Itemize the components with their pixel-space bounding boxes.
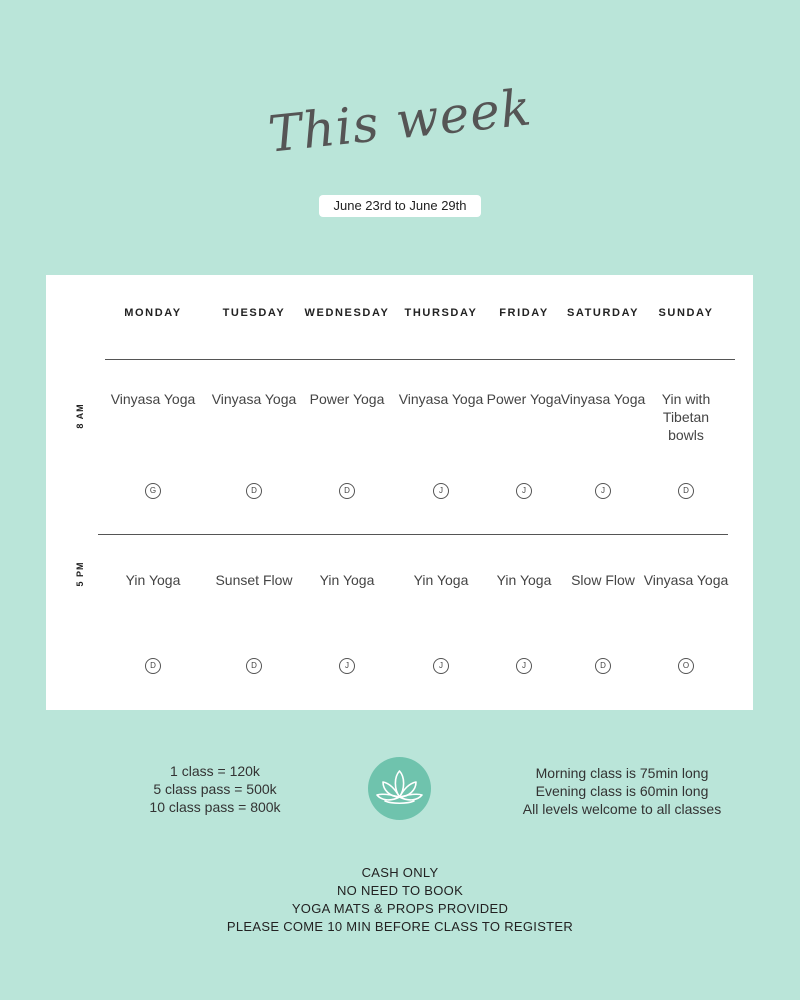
class-tuesday-morning: Vinyasa Yoga — [211, 391, 297, 407]
teacher-badge: G — [145, 483, 161, 499]
class-wednesday-morning: Power Yoga — [309, 391, 385, 407]
price-five-pass: 5 class pass = 500k — [153, 781, 277, 797]
day-header-tuesday: TUESDAY — [222, 307, 286, 319]
teacher-badge: O — [678, 658, 694, 674]
class-saturday-evening: Slow Flow — [571, 572, 635, 588]
lotus-icon — [368, 757, 431, 820]
schedule-card — [46, 275, 753, 710]
day-header-wednesday: WEDNESDAY — [304, 307, 390, 319]
day-header-saturday: SATURDAY — [566, 307, 640, 319]
teacher-badge: D — [246, 658, 262, 674]
day-header-sunday: SUNDAY — [658, 307, 714, 319]
class-sunday-evening: Vinyasa Yoga — [643, 572, 729, 588]
class-thursday-evening: Yin Yoga — [413, 572, 469, 588]
teacher-badge: D — [678, 483, 694, 499]
time-label-morning: 8 AM — [75, 403, 85, 429]
teacher-badge: J — [339, 658, 355, 674]
note-mats-provided: YOGA MATS & PROPS PROVIDED — [291, 901, 509, 916]
teacher-badge: J — [595, 483, 611, 499]
day-header-monday: MONDAY — [124, 307, 182, 319]
class-wednesday-evening: Yin Yoga — [319, 572, 375, 588]
teacher-badge: J — [433, 483, 449, 499]
teacher-badge: D — [246, 483, 262, 499]
page-title: This week — [265, 78, 535, 164]
teacher-badge: D — [339, 483, 355, 499]
header-divider — [105, 359, 735, 360]
class-sunday-morning: Yin with Tibetan bowls — [661, 391, 711, 443]
note-cash-only: CASH ONLY — [361, 865, 439, 880]
logo — [368, 757, 431, 820]
day-header-friday: FRIDAY — [499, 307, 549, 319]
note-arrive-early: PLEASE COME 10 MIN BEFORE CLASS TO REGISTER — [226, 919, 574, 934]
teacher-badge: J — [516, 658, 532, 674]
teacher-badge: J — [516, 483, 532, 499]
teacher-badge: D — [595, 658, 611, 674]
class-info — [505, 764, 739, 818]
teacher-badge: J — [433, 658, 449, 674]
date-range-badge: June 23rd to June 29th — [319, 195, 481, 217]
price-list — [115, 762, 315, 816]
notes — [0, 864, 800, 936]
price-ten-pass: 10 class pass = 800k — [149, 799, 281, 815]
class-saturday-morning: Vinyasa Yoga — [560, 391, 646, 407]
info-morning-duration: Morning class is 75min long — [535, 765, 709, 781]
info-levels: All levels welcome to all classes — [522, 801, 722, 817]
price-single: 1 class = 120k — [170, 763, 260, 779]
class-friday-evening: Yin Yoga — [496, 572, 552, 588]
info-evening-duration: Evening class is 60min long — [535, 783, 709, 799]
row-divider — [98, 534, 728, 535]
class-tuesday-evening: Sunset Flow — [215, 572, 293, 588]
note-no-booking: NO NEED TO BOOK — [336, 883, 464, 898]
class-monday-evening: Yin Yoga — [125, 572, 181, 588]
class-friday-morning: Power Yoga — [486, 391, 562, 407]
time-label-evening: 5 PM — [75, 561, 85, 587]
day-header-thursday: THURSDAY — [404, 307, 478, 319]
class-thursday-morning: Vinyasa Yoga — [398, 391, 484, 407]
teacher-badge: D — [145, 658, 161, 674]
class-monday-morning: Vinyasa Yoga — [110, 391, 196, 407]
